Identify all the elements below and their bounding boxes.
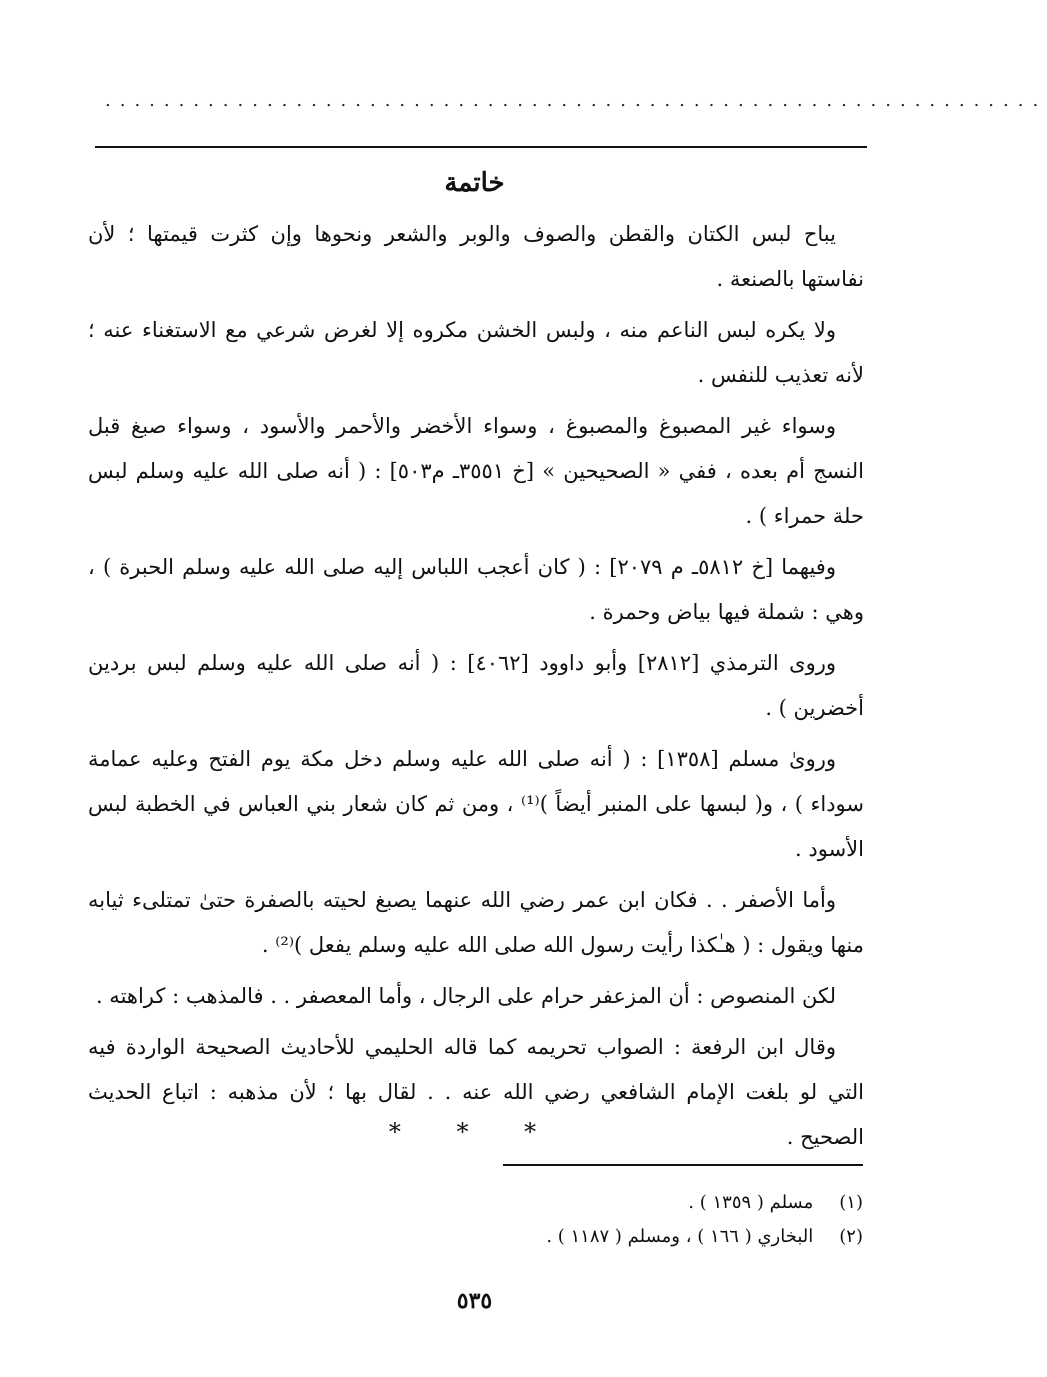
paragraph: يباح لبس الكتان والقطن والصوف والوبر والشعر ونحوها وإن كثرت قيمتها ؛ لأن نفاستها بالصنعة .: [88, 222, 864, 291]
paragraph: وسواء غير المصبوغ والمصبوغ ، وسواء الأخضر والأحمر والأسود ، وسواء صبغ قبل النسج أم بعده ، ففي « الصحيحين » [خ ٣٥٥١ـ م٥٠٣] : ( أنه صلى الله عليه وسلم لبس حلة حمراء ) .: [88, 414, 864, 528]
footnote-number: (١): [839, 1192, 863, 1213]
paragraph: لكن المنصوص : أن المزعفر حرام على الرجال ، وأما المعصفر . . فالمذهب : كراهته .: [95, 984, 836, 1008]
footnotes: [95, 1186, 863, 1254]
footnote-item: [95, 1186, 863, 1220]
paragraph: ولا يكره لبس الناعم منه ، ولبس الخشن مكروه إلا لغرض شرعي مع الاستغناء عنه ؛ لأنه تعذيب للنفس .: [88, 318, 864, 387]
paragraph: وقال ابن الرفعة : الصواب تحريمه كما قاله الحليمي للأحاديث الصحيحة الواردة فيه التي لو بلغت الإمام الشافعي رضي الله عنه . . لقال بها ؛ لأن مذهبه : اتباع الحديث الصحيح .: [88, 1035, 864, 1149]
paragraph: وفيهما [خ ٥٨١٢ـ م ٢٠٧٩] : ( كان أعجب اللباس إليه صلى الله عليه وسلم الحبرة ) ، وهي : شملة فيها بياض وحمرة .: [88, 555, 864, 624]
paragraph: وروى الترمذي [٢٨١٢] وأبو داوود [٤٠٦٢] : ( أنه صلى الله عليه وسلم لبس بردين أخضرين ) .: [88, 651, 864, 720]
header-rule: [95, 146, 867, 148]
main-text: [88, 212, 864, 1166]
section-title: خاتمة: [444, 168, 505, 198]
footnote-text: البخاري ( ١٦٦ ) ، ومسلم ( ١١٨٧ ) .: [546, 1226, 814, 1247]
paragraph: ورویٰ مسلم [١٣٥٨] : ( أنه صلى الله عليه وسلم دخل مكة يوم الفتح وعليه عمامة سوداء ) ، و( لبسها على المنبر أيضاً )⁽¹⁾ ، ومن ثم كان شعار بني العباس في الخطبة لبس الأسود .: [88, 747, 864, 861]
footnote-item: [95, 1220, 863, 1254]
page-number: ٥٣٥: [456, 1288, 493, 1314]
section-separator: * * *: [388, 1118, 561, 1146]
header-dotted-line: ................................................................: [105, 90, 1047, 111]
footnote-text: مسلم ( ١٣٥٩ ) .: [688, 1192, 814, 1213]
footnote-rule: [503, 1164, 863, 1166]
paragraph: وأما الأصفر . . فكان ابن عمر رضي الله عنهما يصبغ لحيته بالصفرة حتىٰ تمتلىء ثيابه منها ويقول : ( هـٰكذا رأيت رسول الله صلى الله عليه وسلم يفعل )⁽²⁾ .: [88, 888, 864, 957]
footnote-number: (٢): [839, 1226, 863, 1247]
